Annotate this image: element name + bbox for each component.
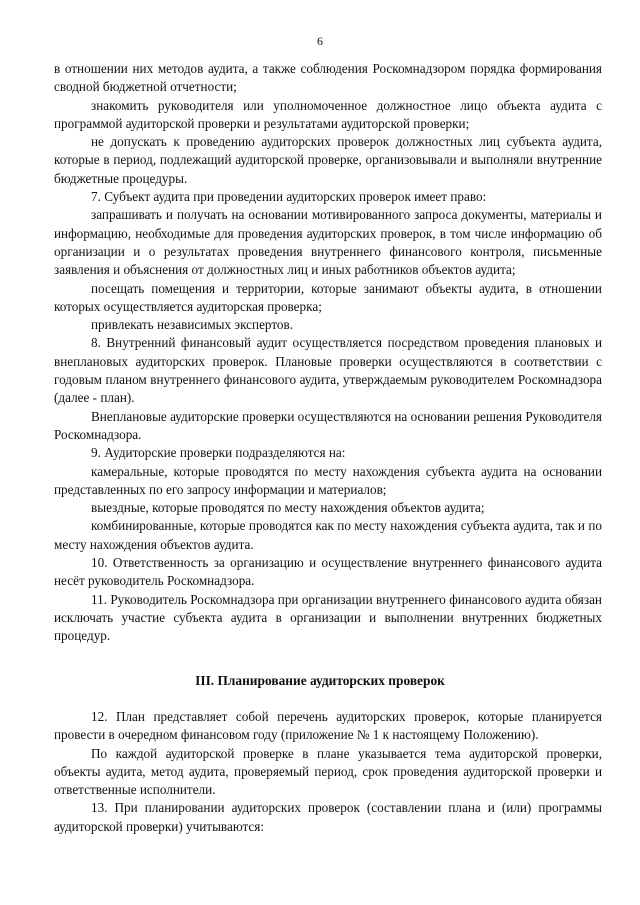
paragraph: 13. При планировании аудиторских проверок (составлении плана и (или) программы аудиторской проверки) учитываются: [54,800,602,834]
paragraph: комбинированные, которые проводятся как по месту нахождения субъекта аудита, так и по месту нахождения объектов аудита. [54,518,602,552]
paragraph: запрашивать и получать на основании мотивированного запроса документы, материалы и информацию, необходимые для проведения аудиторских проверок, в том числе информацию об организации и о результатах проведения внутреннего финансового контроля, письменные заявления и объяснения от должностных лиц и иных работников объектов аудита; [54,207,602,278]
body-text [54,60,602,646]
section-body-text [54,708,602,836]
page-number: 6 [317,34,323,48]
paragraph: в отношении них методов аудита, а также соблюдения Роскомнадзором порядка формирования сводной бюджетной отчетности; [54,61,602,95]
paragraph: 8. Внутренний финансовый аудит осуществляется посредством проведения плановых и внеплановых аудиторских проверок. Плановые проверки осуществляются в соответствии с годовым планом внутреннего финансового аудита, утверждаемым руководителем Роскомнадзора (далее - план). [54,335,602,406]
paragraph: не допускать к проведению аудиторских проверок должностных лиц субъекта аудита, которые в период, подлежащий аудиторской проверке, организовывали и выполняли внутренние бюджетные процедуры. [54,134,602,186]
paragraph: выездные, которые проводятся по месту нахождения объектов аудита; [91,500,485,516]
paragraph: 11. Руководитель Роскомнадзора при организации внутреннего финансового аудита обязан исключать участие субъекта аудита в организации и выполнении внутренних бюджетных процедур. [54,591,602,644]
paragraph: камеральные, которые проводятся по месту нахождения субъекта аудита на основании представленных по его запросу информации и материалов; [54,463,602,497]
paragraph: знакомить руководителя или уполномоченное должностное лицо объекта аудита с программой аудиторской проверки и результатами аудиторской проверки; [54,97,602,131]
paragraph: 10. Ответственность за организацию и осуществление внутреннего финансового аудита несёт руководитель Роскомнадзора. [54,555,602,589]
paragraph: 7. Субъект аудита при проведении аудиторских проверок имеет право: [91,189,487,205]
paragraph: Внеплановые аудиторские проверки осуществляются на основании решения Руководителя Роскомнадзора. [54,408,602,442]
paragraph: посещать помещения и территории, которые занимают объекты аудита, в отношении которых осуществляется аудиторская проверка; [54,280,602,314]
paragraph: 9. Аудиторские проверки подразделяются на: [91,445,346,461]
section-heading: III. Планирование аудиторских проверок [195,673,445,688]
paragraph: 12. План представляет собой перечень аудиторских проверок, которые планируется провести в очередном финансовом году (приложение № 1 к настоящему Положению). [54,709,602,743]
paragraph: По каждой аудиторской проверке в плане указывается тема аудиторской проверки, объекты аудита, метод аудита, проверяемый период, срок проведения аудиторской проверки и ответственные исполнители. [54,745,602,798]
paragraph: привлекать независимых экспертов. [91,317,294,333]
